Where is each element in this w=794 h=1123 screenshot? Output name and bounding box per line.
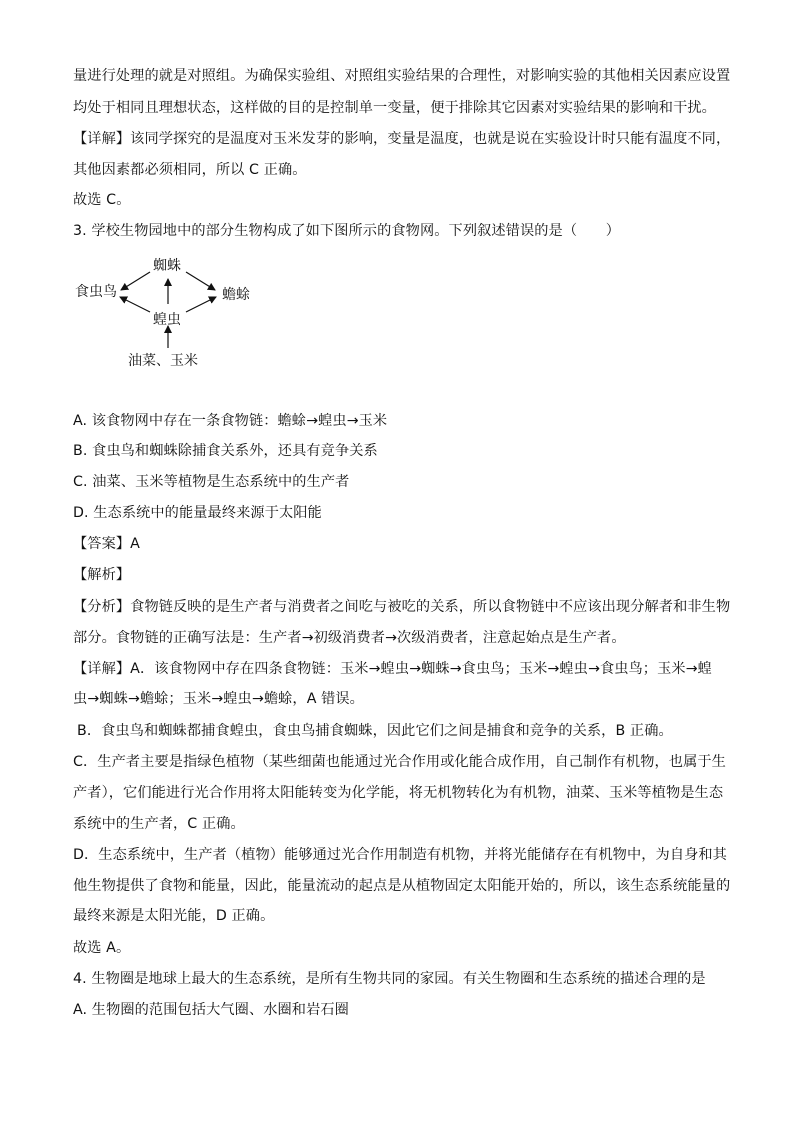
node-plants: 油菜、玉米 bbox=[128, 353, 198, 369]
text-line: 量进行处理的就是对照组。为确保实验组、对照组实验结果的合理性，对影响实验的其他相关因素应设置 bbox=[73, 68, 731, 84]
analysis-line: B．食虫鸟和蜘蛛都捕食蝗虫，食虫鸟捕食蜘蛛，因此它们之间是捕食和竞争的关系，B 正确。 bbox=[77, 723, 673, 739]
option-d: D. 生态系统中的能量最终来源于太阳能 bbox=[73, 505, 322, 521]
option-a: A. 该食物网中存在一条食物链：蟾蜍→蝗虫→玉米 bbox=[73, 413, 388, 429]
analysis-line: 部分。食物链的正确写法是：生产者→初级消费者→次级消费者，注意起始点是生产者。 bbox=[73, 630, 626, 646]
arrow-spider-to-bird bbox=[121, 272, 150, 290]
node-toad: 蟾蜍 bbox=[222, 287, 250, 303]
node-locust: 蝗虫 bbox=[153, 312, 181, 328]
analysis-line: 他生物提供了食物和能量，因此，能量流动的起点是从植物固定太阳能开始的，所以，该生态系统能量的 bbox=[73, 878, 731, 894]
option-b: B. 食虫鸟和蜘蛛除捕食关系外，还具有竞争关系 bbox=[73, 443, 378, 459]
analysis-line: 产者），它们能进行光合作用将太阳能转变为化学能，将无机物转化为有机物，油菜、玉米等植物是生态 bbox=[73, 785, 724, 801]
text-line: 其他因素都必须相同，所以 C 正确。 bbox=[73, 162, 307, 178]
option-c: C. 油菜、玉米等植物是生态系统中的生产者 bbox=[73, 474, 350, 490]
text-line: 故选 C。 bbox=[73, 192, 131, 208]
text-line: 均处于相同且理想状态，这样做的目的是控制单一变量，便于排除其它因素对实验结果的影响和干扰。 bbox=[73, 100, 716, 116]
arrow-locust-to-toad bbox=[186, 297, 216, 312]
analysis-line: 故选 A。 bbox=[73, 940, 131, 956]
arrow-locust-to-bird bbox=[120, 297, 150, 312]
analysis-line: 【详解】A．该食物网中存在四条食物链：玉米→蝗虫→蜘蛛→食虫鸟；玉米→蝗虫→食虫鸟；玉米→蝗 bbox=[73, 661, 712, 677]
analysis-line: 虫→蜘蛛→蟾蜍；玉米→蝗虫→蟾蜍，A 错误。 bbox=[73, 691, 364, 707]
text-line: 【详解】该同学探究的是温度对玉米发芽的影响，变量是温度，也就是说在实验设计时只能有温度不同， bbox=[73, 131, 731, 147]
node-spider: 蜘蛛 bbox=[153, 258, 181, 274]
analysis-line: C．生产者主要是指绿色植物（某些细菌也能通过光合作用或化能合成作用，自己制作有机物，也属于生 bbox=[73, 754, 726, 770]
analysis-line: 系统中的生产者，C 正确。 bbox=[73, 816, 245, 832]
question-4-option-a: A. 生物圈的范围包括大气圈、水圈和岩石圈 bbox=[73, 1002, 349, 1018]
food-web-diagram bbox=[70, 250, 270, 375]
question-4: 4. 生物圈是地球上最大的生态系统，是所有生物共同的家园。有关生物圈和生态系统的描述合理的是 bbox=[73, 971, 706, 987]
analysis-heading: 【解析】 bbox=[73, 567, 131, 583]
arrow-spider-to-toad bbox=[186, 272, 215, 290]
question-3: 3. 学校生物园地中的部分生物构成了如下图所示的食物网。下列叙述错误的是（ ） bbox=[73, 223, 620, 239]
node-bird: 食虫鸟 bbox=[75, 284, 117, 300]
analysis-line: 最终来源是太阳光能，D 正确。 bbox=[73, 908, 275, 924]
analysis-line: D．生态系统中，生产者（植物）能够通过光合作用制造有机物，并将光能储存在有机物中，为自身和其 bbox=[73, 847, 727, 863]
answer: 【答案】A bbox=[73, 536, 140, 552]
analysis-line: 【分析】食物链反映的是生产者与消费者之间吃与被吃的关系，所以食物链中不应该出现分解者和非生物 bbox=[73, 599, 731, 615]
